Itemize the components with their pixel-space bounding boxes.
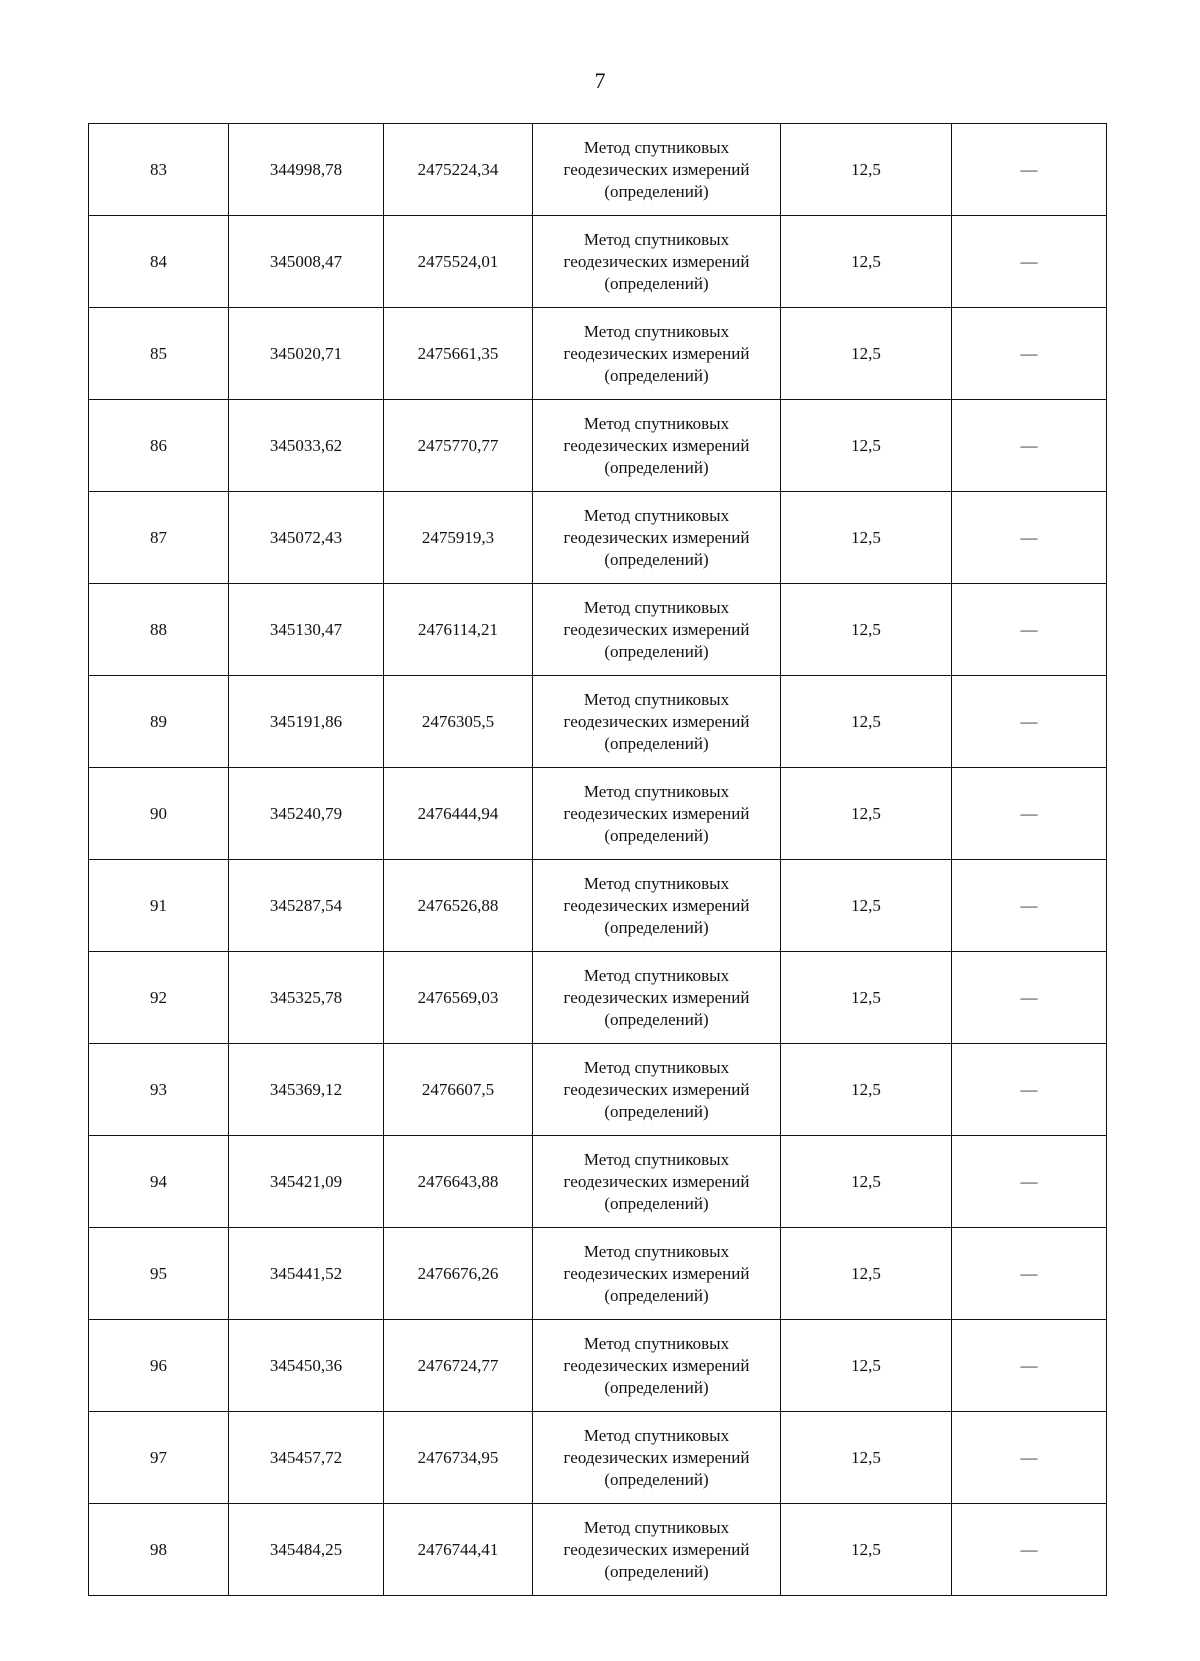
point-number-cell: 97 xyxy=(89,1412,229,1504)
point-number-cell: 90 xyxy=(89,768,229,860)
method-cell: Метод спутниковых геодезических измерений (определений) xyxy=(533,1412,781,1504)
table-row xyxy=(89,308,1107,400)
x-coordinate-cell: 345421,09 xyxy=(229,1136,384,1228)
x-coordinate-cell: 345008,47 xyxy=(229,216,384,308)
note-cell: — xyxy=(952,584,1107,676)
accuracy-cell: 12,5 xyxy=(781,1320,952,1412)
accuracy-cell: 12,5 xyxy=(781,584,952,676)
coordinates-table-body xyxy=(89,124,1107,1596)
table-row xyxy=(89,860,1107,952)
note-cell: — xyxy=(952,1228,1107,1320)
x-coordinate-cell: 345457,72 xyxy=(229,1412,384,1504)
method-cell: Метод спутниковых геодезических измерений (определений) xyxy=(533,492,781,584)
point-number-cell: 94 xyxy=(89,1136,229,1228)
method-cell: Метод спутниковых геодезических измерений (определений) xyxy=(533,1320,781,1412)
table-row xyxy=(89,492,1107,584)
page-number: 7 xyxy=(594,68,606,93)
method-cell: Метод спутниковых геодезических измерений (определений) xyxy=(533,860,781,952)
method-cell: Метод спутниковых геодезических измерений (определений) xyxy=(533,400,781,492)
point-number-cell: 86 xyxy=(89,400,229,492)
method-cell: Метод спутниковых геодезических измерений (определений) xyxy=(533,676,781,768)
x-coordinate-cell: 345130,47 xyxy=(229,584,384,676)
method-cell: Метод спутниковых геодезических измерений (определений) xyxy=(533,1136,781,1228)
point-number-cell: 95 xyxy=(89,1228,229,1320)
note-cell: — xyxy=(952,400,1107,492)
method-cell: Метод спутниковых геодезических измерений (определений) xyxy=(533,1044,781,1136)
y-coordinate-cell: 2476444,94 xyxy=(384,768,533,860)
accuracy-cell: 12,5 xyxy=(781,1136,952,1228)
y-coordinate-cell: 2475661,35 xyxy=(384,308,533,400)
accuracy-cell: 12,5 xyxy=(781,1504,952,1596)
note-cell: — xyxy=(952,860,1107,952)
point-number-cell: 91 xyxy=(89,860,229,952)
table-row xyxy=(89,1504,1107,1596)
point-number-cell: 96 xyxy=(89,1320,229,1412)
accuracy-cell: 12,5 xyxy=(781,768,952,860)
y-coordinate-cell: 2475224,34 xyxy=(384,124,533,216)
point-number-cell: 92 xyxy=(89,952,229,1044)
x-coordinate-cell: 345072,43 xyxy=(229,492,384,584)
y-coordinate-cell: 2476305,5 xyxy=(384,676,533,768)
y-coordinate-cell: 2475770,77 xyxy=(384,400,533,492)
table-row xyxy=(89,1320,1107,1412)
note-cell: — xyxy=(952,768,1107,860)
accuracy-cell: 12,5 xyxy=(781,1412,952,1504)
note-cell: — xyxy=(952,124,1107,216)
y-coordinate-cell: 2476744,41 xyxy=(384,1504,533,1596)
method-cell: Метод спутниковых геодезических измерений (определений) xyxy=(533,584,781,676)
note-cell: — xyxy=(952,952,1107,1044)
y-coordinate-cell: 2476734,95 xyxy=(384,1412,533,1504)
method-cell: Метод спутниковых геодезических измерений (определений) xyxy=(533,768,781,860)
point-number-cell: 83 xyxy=(89,124,229,216)
point-number-cell: 87 xyxy=(89,492,229,584)
y-coordinate-cell: 2476526,88 xyxy=(384,860,533,952)
method-cell: Метод спутниковых геодезических измерений (определений) xyxy=(533,952,781,1044)
accuracy-cell: 12,5 xyxy=(781,216,952,308)
accuracy-cell: 12,5 xyxy=(781,400,952,492)
table-row xyxy=(89,216,1107,308)
accuracy-cell: 12,5 xyxy=(781,1044,952,1136)
table-row xyxy=(89,584,1107,676)
table-row xyxy=(89,1136,1107,1228)
x-coordinate-cell: 345325,78 xyxy=(229,952,384,1044)
y-coordinate-cell: 2476724,77 xyxy=(384,1320,533,1412)
y-coordinate-cell: 2476643,88 xyxy=(384,1136,533,1228)
method-cell: Метод спутниковых геодезических измерений (определений) xyxy=(533,308,781,400)
table-row xyxy=(89,952,1107,1044)
point-number-cell: 93 xyxy=(89,1044,229,1136)
accuracy-cell: 12,5 xyxy=(781,124,952,216)
table-row xyxy=(89,124,1107,216)
note-cell: — xyxy=(952,1320,1107,1412)
note-cell: — xyxy=(952,1504,1107,1596)
x-coordinate-cell: 345240,79 xyxy=(229,768,384,860)
table-row xyxy=(89,1412,1107,1504)
note-cell: — xyxy=(952,492,1107,584)
x-coordinate-cell: 345033,62 xyxy=(229,400,384,492)
y-coordinate-cell: 2476114,21 xyxy=(384,584,533,676)
x-coordinate-cell: 345287,54 xyxy=(229,860,384,952)
method-cell: Метод спутниковых геодезических измерений (определений) xyxy=(533,1504,781,1596)
y-coordinate-cell: 2475524,01 xyxy=(384,216,533,308)
point-number-cell: 84 xyxy=(89,216,229,308)
accuracy-cell: 12,5 xyxy=(781,676,952,768)
y-coordinate-cell: 2476676,26 xyxy=(384,1228,533,1320)
y-coordinate-cell: 2475919,3 xyxy=(384,492,533,584)
method-cell: Метод спутниковых геодезических измерений (определений) xyxy=(533,124,781,216)
note-cell: — xyxy=(952,1044,1107,1136)
x-coordinate-cell: 345020,71 xyxy=(229,308,384,400)
method-cell: Метод спутниковых геодезических измерений (определений) xyxy=(533,1228,781,1320)
coordinates-table xyxy=(88,123,1107,1596)
table-row xyxy=(89,676,1107,768)
note-cell: — xyxy=(952,1412,1107,1504)
accuracy-cell: 12,5 xyxy=(781,492,952,584)
table-row xyxy=(89,768,1107,860)
point-number-cell: 89 xyxy=(89,676,229,768)
table-row xyxy=(89,1228,1107,1320)
accuracy-cell: 12,5 xyxy=(781,1228,952,1320)
point-number-cell: 85 xyxy=(89,308,229,400)
note-cell: — xyxy=(952,216,1107,308)
x-coordinate-cell: 344998,78 xyxy=(229,124,384,216)
x-coordinate-cell: 345191,86 xyxy=(229,676,384,768)
accuracy-cell: 12,5 xyxy=(781,308,952,400)
note-cell: — xyxy=(952,676,1107,768)
y-coordinate-cell: 2476569,03 xyxy=(384,952,533,1044)
accuracy-cell: 12,5 xyxy=(781,860,952,952)
accuracy-cell: 12,5 xyxy=(781,952,952,1044)
x-coordinate-cell: 345450,36 xyxy=(229,1320,384,1412)
note-cell: — xyxy=(952,308,1107,400)
point-number-cell: 98 xyxy=(89,1504,229,1596)
note-cell: — xyxy=(952,1136,1107,1228)
x-coordinate-cell: 345484,25 xyxy=(229,1504,384,1596)
x-coordinate-cell: 345441,52 xyxy=(229,1228,384,1320)
point-number-cell: 88 xyxy=(89,584,229,676)
table-row xyxy=(89,1044,1107,1136)
y-coordinate-cell: 2476607,5 xyxy=(384,1044,533,1136)
table-row xyxy=(89,400,1107,492)
method-cell: Метод спутниковых геодезических измерений (определений) xyxy=(533,216,781,308)
x-coordinate-cell: 345369,12 xyxy=(229,1044,384,1136)
